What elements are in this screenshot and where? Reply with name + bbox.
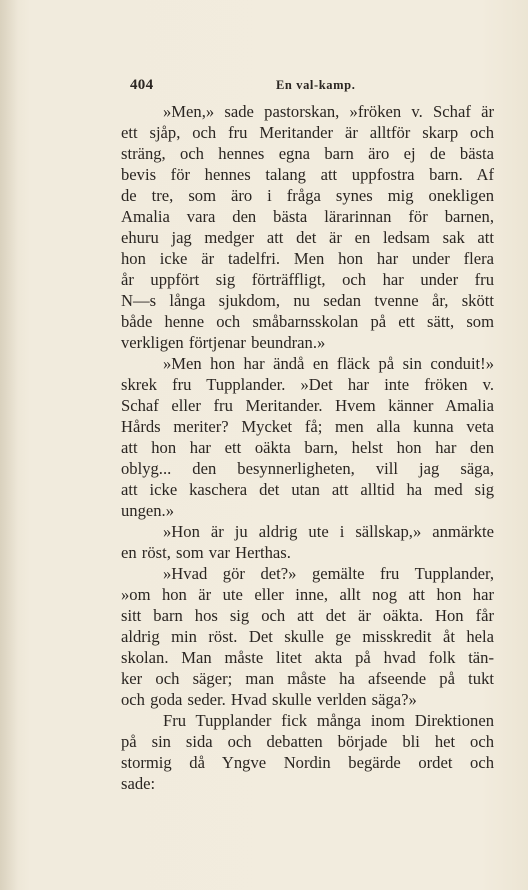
- text-line: både henne och småbarnsskolan på ett sätt, som: [121, 312, 494, 331]
- text-line: verkligen förtjenar beundran.»: [121, 333, 326, 352]
- text-line: och goda seder. Hvad skulle verlden säga?»: [121, 690, 417, 709]
- text-line: »Men hon har ändå en fläck på sin conduit!»: [163, 354, 494, 373]
- text-line: ett sjåp, och fru Meritander är alltför skarp och: [121, 123, 494, 142]
- text-line: ker och säger; man måste ha afseende på tukt: [121, 669, 494, 688]
- text-line: år uppfört sig förträffligt, och har under fru: [121, 270, 494, 289]
- text-line: »om hon är ute eller inne, allt nog att hon har: [121, 585, 494, 604]
- text-line: bevis för hennes talang att uppfostra barn. Af: [121, 165, 494, 184]
- text-line: en röst, som var Herthas.: [121, 543, 291, 562]
- page-number: 404: [130, 77, 154, 93]
- text-line: sitt barn hos sig och att det är oäkta. Hon får: [121, 606, 494, 625]
- text-line: Hårds meriter? Mycket få; men alla kunna veta: [121, 417, 494, 436]
- binding-shadow: [0, 0, 18, 890]
- running-head: En val-kamp.: [276, 78, 356, 92]
- text-line: ehuru jag medger att det är en ledsam sak att: [121, 228, 494, 247]
- text-line: de tre, som äro i fråga synes mig onekligen: [121, 186, 494, 205]
- text-line: på sin sida och debatten började bli het och: [121, 732, 494, 751]
- text-line: stormig då Yngve Nordin begärde ordet och: [121, 753, 494, 772]
- body-text: [121, 101, 494, 794]
- text-line: Schaf eller fru Meritander. Hvem känner Amalia: [121, 396, 494, 415]
- text-line: ungen.»: [121, 501, 174, 520]
- page-header: [0, 77, 528, 97]
- text-line: skolan. Man måste litet akta på hvad folk tän-: [121, 648, 494, 667]
- text-line: sade:: [121, 774, 156, 793]
- text-line: »Hon är ju aldrig ute i sällskap,» anmärkte: [163, 522, 494, 541]
- text-line: »Men,» sade pastorskan, »fröken v. Schaf är: [163, 102, 494, 121]
- text-line: oblyg... den besynnerligheten, vill jag säga,: [121, 459, 494, 478]
- text-line: att hon har ett oäkta barn, helst hon har den: [121, 438, 494, 457]
- text-line: hon icke är tadelfri. Men hon har under flera: [121, 249, 494, 268]
- text-line: N—s långa sjukdom, nu sedan tvenne år, skött: [121, 291, 494, 310]
- text-line: sträng, och hennes egna barn äro ej de bästa: [121, 144, 494, 163]
- text-line: Amalia vara den bästa lärarinnan för barnen,: [121, 207, 494, 226]
- text-line: »Hvad gör det?» gemälte fru Tupplander,: [163, 564, 494, 583]
- text-line: skrek fru Tupplander. »Det har inte fröken v.: [121, 375, 494, 394]
- text-line: Fru Tupplander fick många inom Direktionen: [163, 711, 494, 730]
- text-line: aldrig min röst. Det skulle ge misskredit åt hela: [121, 627, 494, 646]
- text-line: att icke kaschera det utan att alltid ha med sig: [121, 480, 494, 499]
